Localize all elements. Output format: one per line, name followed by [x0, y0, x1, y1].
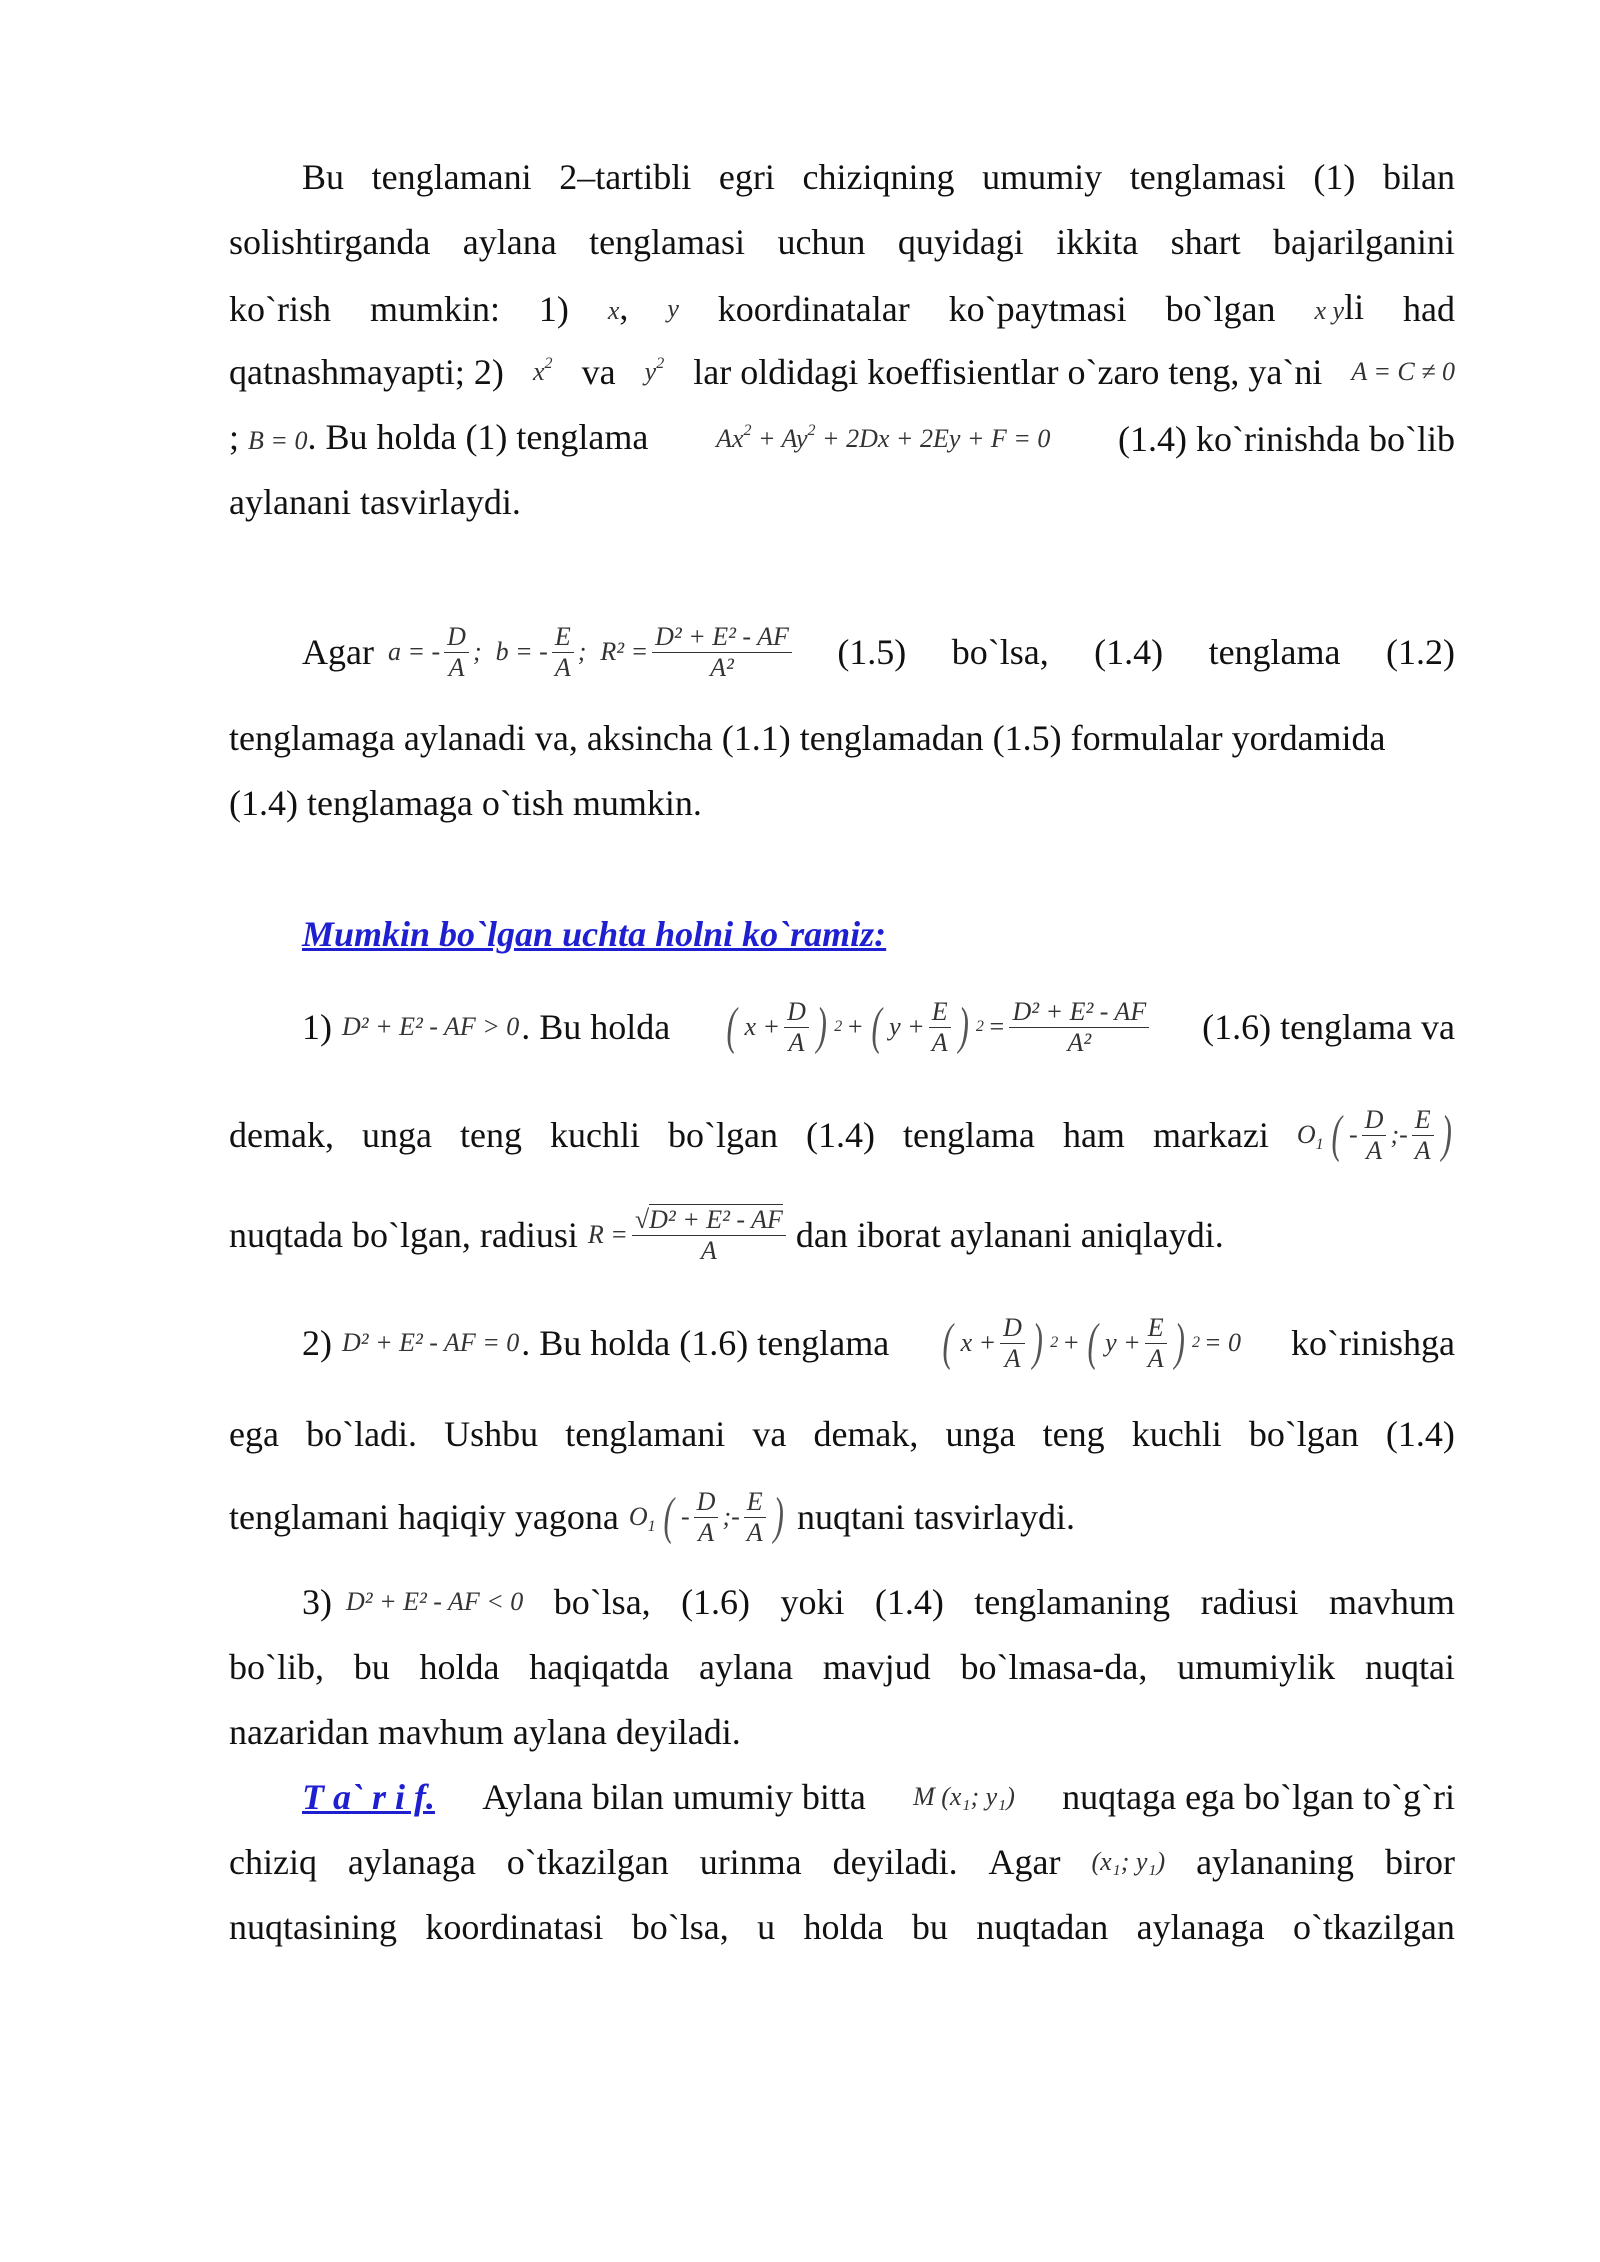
numerator: √D² + E² - AF: [632, 1205, 786, 1236]
numerator: E: [552, 622, 574, 653]
text: . Bu holda: [521, 1007, 671, 1047]
word: kuchli: [1131, 1414, 1222, 1454]
formula-a: a = - $\frac{D}{A}$ ;: [387, 621, 482, 682]
p1-line1: [302, 155, 1455, 199]
p2-line1: [302, 622, 1455, 682]
equals-zero: = 0: [1203, 1328, 1241, 1357]
numerator: D: [694, 1487, 719, 1518]
word: Bu: [302, 157, 345, 197]
word: aylanaga: [1136, 1907, 1265, 1947]
math-text: y +: [889, 1012, 925, 1041]
word: nuqtadan: [976, 1907, 1109, 1947]
fraction: [632, 1205, 786, 1266]
word: holda: [803, 1907, 884, 1947]
p1-line3: [229, 285, 1455, 333]
word: (1.6): [681, 1582, 751, 1622]
fraction: [744, 1487, 766, 1548]
word: tenglamani: [565, 1414, 726, 1454]
word: bo`lgan: [1248, 1414, 1359, 1454]
word: nuqtai: [1364, 1647, 1455, 1687]
fraction: [1362, 1105, 1387, 1166]
lhs: a = -: [387, 637, 441, 666]
fraction: [929, 997, 951, 1058]
word: chiziqning: [802, 157, 955, 197]
word: yoki: [780, 1582, 845, 1622]
math-a-eq-c: A = C ≠ 0: [1351, 357, 1455, 386]
section-heading: Mumkin bo`lgan uchta holni ko`ramiz:: [302, 914, 887, 954]
numerator: E: [744, 1487, 766, 1518]
case3-line2: [229, 1645, 1455, 1689]
word: (1.4): [1094, 632, 1164, 672]
definition-line1: [302, 1775, 1455, 1819]
word: (1.5): [837, 632, 907, 672]
math-general-circle-eq: $Ax^2 + Ay^2 + 2Dx + 2Ey + F = 0$: [716, 422, 1051, 453]
word: Agar: [302, 632, 374, 672]
word: o`tkazilgan: [506, 1842, 669, 1882]
word: tenglamani: [371, 157, 532, 197]
numerator: D² + E² - AF: [1009, 997, 1149, 1028]
word: demak,: [813, 1414, 919, 1454]
denominator: A: [700, 1235, 717, 1265]
math-text: x +: [744, 1012, 781, 1041]
text: tenglamani haqiqiy yagona: [229, 1497, 619, 1537]
word: tenglamaning: [974, 1582, 1171, 1622]
equals: =: [987, 1012, 1006, 1041]
case2-line2: [229, 1412, 1455, 1456]
word: bo`lsa,: [951, 632, 1049, 672]
word: shart: [1170, 222, 1241, 262]
word: uchun: [777, 222, 866, 262]
math-x: x: [607, 296, 620, 325]
math-condition: D² + E² - AF > 0: [342, 1012, 520, 1041]
denominator: A: [1004, 1343, 1021, 1373]
word: markazi: [1152, 1115, 1269, 1155]
definition-line2: [229, 1840, 1455, 1884]
case1-line1: [302, 992, 1455, 1062]
definition-line3: [229, 1905, 1455, 1949]
word: (1.4): [874, 1582, 944, 1622]
formula-center-o1: $O_1$ ( - $\frac{D}{A}$ ;- $\frac{E}{A}$ ): [1296, 1104, 1452, 1165]
word: egri: [718, 157, 775, 197]
formula-b: b = - $\frac{E}{A}$ ;: [495, 621, 587, 682]
math-x-squared: $x^2$: [532, 355, 553, 386]
p1-line4: [229, 350, 1455, 394]
text: (1.6) tenglama va: [1202, 1007, 1455, 1047]
math-y: y: [667, 294, 679, 323]
denominator: A: [1147, 1343, 1164, 1373]
formula-radius: [588, 1205, 786, 1266]
word: bo`lsa,: [631, 1907, 729, 1947]
word: ko`paytmasi: [948, 289, 1127, 329]
math-o: O: [1296, 1120, 1316, 1149]
fraction: [1145, 1313, 1167, 1374]
word: (1): [1313, 157, 1356, 197]
word: haqiqatda: [529, 1647, 670, 1687]
word: ikkita: [1056, 222, 1139, 262]
case3-line3: nazaridan mavhum aylana deyiladi.: [229, 1712, 741, 1752]
semicolon: ;: [229, 417, 240, 457]
case3-line1: [302, 1580, 1455, 1624]
numerator: E: [929, 997, 951, 1028]
word: kuchli: [549, 1115, 640, 1155]
word: (1.4): [805, 1115, 875, 1155]
word: 2–tartibli: [559, 157, 692, 197]
word: umumiylik: [1177, 1647, 1336, 1687]
case-number: 3): [302, 1582, 332, 1622]
denominator: A: [788, 1027, 805, 1057]
word: va: [752, 1414, 787, 1454]
word: mavjud: [822, 1647, 931, 1687]
word: (1.2): [1385, 632, 1455, 672]
word: chiziq: [229, 1842, 317, 1882]
word: nuqtasining: [229, 1907, 397, 1947]
denominator: A²: [710, 652, 734, 682]
formula-point-circle: ( x + $\frac{D}{A}$ ) 2 + ( y + $\frac{E}{A}$ ) 2 = 0: [942, 1312, 1241, 1373]
word: biror: [1384, 1842, 1455, 1882]
fraction: [1009, 997, 1149, 1058]
lhs: R² =: [600, 637, 649, 666]
word: ega: [229, 1414, 279, 1454]
word: had: [1403, 289, 1455, 329]
word: teng: [459, 1115, 522, 1155]
word: solishtirganda: [229, 222, 431, 262]
p2-line2: tenglamaga aylanadi va, aksincha (1.1) tenglamadan (1.5) formulalar yordamida: [229, 718, 1386, 758]
p1-line5: [229, 415, 1455, 463]
word: (1.4): [1385, 1414, 1455, 1454]
formula-r2: [600, 622, 791, 683]
word: aylanaga: [347, 1842, 476, 1882]
word: tenglama: [1208, 632, 1341, 672]
word: mumkin:: [369, 289, 500, 329]
word: aylananing: [1196, 1842, 1355, 1882]
definition-title: T a` r i f.: [302, 1777, 435, 1817]
denominator: A: [1414, 1135, 1431, 1165]
case1-line2: [229, 1100, 1455, 1170]
math-text: y +: [1105, 1328, 1141, 1357]
word: o`tkazilgan: [1292, 1907, 1455, 1947]
numerator: D: [1362, 1105, 1387, 1136]
word: bilan: [1382, 157, 1455, 197]
fraction: [652, 622, 792, 683]
word: aylana: [699, 1647, 793, 1687]
word: va: [581, 352, 616, 392]
math-point: (x₁; y₁): [1091, 1847, 1166, 1876]
numerator: D: [444, 622, 469, 653]
math-text: x +: [960, 1328, 997, 1357]
word: Agar: [988, 1842, 1061, 1882]
word: quyidagi: [897, 222, 1024, 262]
word: 1): [538, 289, 569, 329]
word: ham: [1062, 1115, 1125, 1155]
denominator: A: [448, 652, 465, 682]
text: (1.4) ko`rinishda bo`lib: [1118, 419, 1455, 459]
radicand: D² + E² - AF: [649, 1204, 783, 1234]
math-point-m: M (x₁; y₁): [913, 1782, 1015, 1811]
denominator: A: [931, 1027, 948, 1057]
word: bo`lgan: [1165, 289, 1276, 329]
word: tenglamasi: [1129, 157, 1286, 197]
denominator: A: [1366, 1135, 1382, 1165]
case-number: 1): [302, 1007, 332, 1047]
fraction: [1412, 1105, 1434, 1166]
text: . Bu holda (1.6) tenglama: [521, 1323, 890, 1363]
lhs: R =: [587, 1220, 628, 1249]
word: koordinatasi: [425, 1907, 604, 1947]
word: bu: [353, 1647, 390, 1687]
math-y-squared: $y^2$: [644, 355, 665, 386]
word: tenglamasi: [589, 222, 746, 262]
math-condition: D² + E² - AF < 0: [346, 1587, 524, 1616]
word: urinma: [699, 1842, 802, 1882]
numerator: E: [1412, 1105, 1434, 1136]
fraction: [694, 1487, 719, 1548]
comma: ,: [619, 287, 629, 327]
word: bo`lib,: [229, 1647, 324, 1687]
fraction: [784, 997, 809, 1058]
text: nuqtani tasvirlaydi.: [797, 1497, 1075, 1537]
word: aylana: [462, 222, 557, 262]
word: tenglama: [902, 1115, 1035, 1155]
word: bajarilganini: [1273, 222, 1455, 262]
case2-line1: [302, 1308, 1455, 1378]
word: umumiy: [982, 157, 1103, 197]
lhs: b = -: [495, 637, 548, 666]
denominator: A: [554, 652, 571, 682]
word: Ushbu: [444, 1414, 539, 1454]
numerator: D: [1000, 1313, 1025, 1344]
word: u: [757, 1907, 776, 1947]
word: koordinatalar: [717, 289, 910, 329]
text: nuqtada bo`lgan, radiusi: [229, 1215, 578, 1255]
fraction: [1000, 1313, 1025, 1374]
fraction: [552, 622, 574, 683]
denominator: A: [698, 1517, 714, 1547]
text: nuqtaga ega bo`lgan to`g`ri: [1062, 1777, 1455, 1817]
p1-line6: aylanani tasvirlaydi.: [229, 482, 521, 522]
math-b-eq-0: B = 0: [248, 426, 308, 455]
text: . Bu holda (1) tenglama: [307, 417, 649, 457]
math-condition: D² + E² - AF = 0: [342, 1328, 520, 1357]
p1-line2: [229, 220, 1455, 264]
text: lar oldidagi koeffisientlar o`zaro teng, ya`ni: [693, 352, 1323, 392]
word: ko`rish: [229, 289, 331, 329]
word: holda: [419, 1647, 500, 1687]
word: unga: [361, 1115, 432, 1155]
text: qatnashmayapti; 2): [229, 352, 504, 392]
word: bo`lsa,: [553, 1582, 651, 1622]
word: bo`ladi.: [306, 1414, 418, 1454]
word: li: [1344, 287, 1365, 327]
denominator: A²: [1067, 1027, 1092, 1057]
formula-circle-canonical: ( x + $\frac{D}{A}$ ) 2 + ( y + $\frac{E}{A}$ ) 2 = $\frac{\text{D² + E² - AF}}{\text{A²}}$: [723, 997, 1149, 1058]
word: bo`lmasa-da,: [960, 1647, 1148, 1687]
numerator: E: [1145, 1313, 1167, 1344]
case1-line3: [229, 1200, 1455, 1270]
math-xy: x y: [1314, 296, 1345, 325]
text: ko`rinishga: [1291, 1323, 1455, 1363]
word: mavhum: [1328, 1582, 1455, 1622]
word: deyiladi.: [832, 1842, 958, 1882]
fraction: [444, 622, 469, 683]
word: bo`lgan: [667, 1115, 778, 1155]
word: demak,: [229, 1115, 334, 1155]
word: radiusi: [1200, 1582, 1299, 1622]
numerator: D² + E² - AF: [652, 622, 792, 653]
numerator: D: [784, 997, 809, 1028]
word: unga: [945, 1414, 1016, 1454]
text: dan iborat aylanani aniqlaydi.: [795, 1215, 1224, 1255]
word: bu: [911, 1907, 948, 1947]
text: Aylana bilan umumiy bitta: [482, 1777, 866, 1817]
math-o: O: [628, 1502, 648, 1531]
case-number: 2): [302, 1323, 332, 1363]
denominator: A: [746, 1517, 763, 1547]
formula-point-o1: $O_1$ ( - $\frac{D}{A}$ ;- $\frac{E}{A}$ ): [628, 1486, 784, 1547]
p2-line3: (1.4) tenglamaga o`tish mumkin.: [229, 783, 702, 823]
case2-line3: [229, 1482, 1455, 1552]
word: teng: [1042, 1414, 1105, 1454]
